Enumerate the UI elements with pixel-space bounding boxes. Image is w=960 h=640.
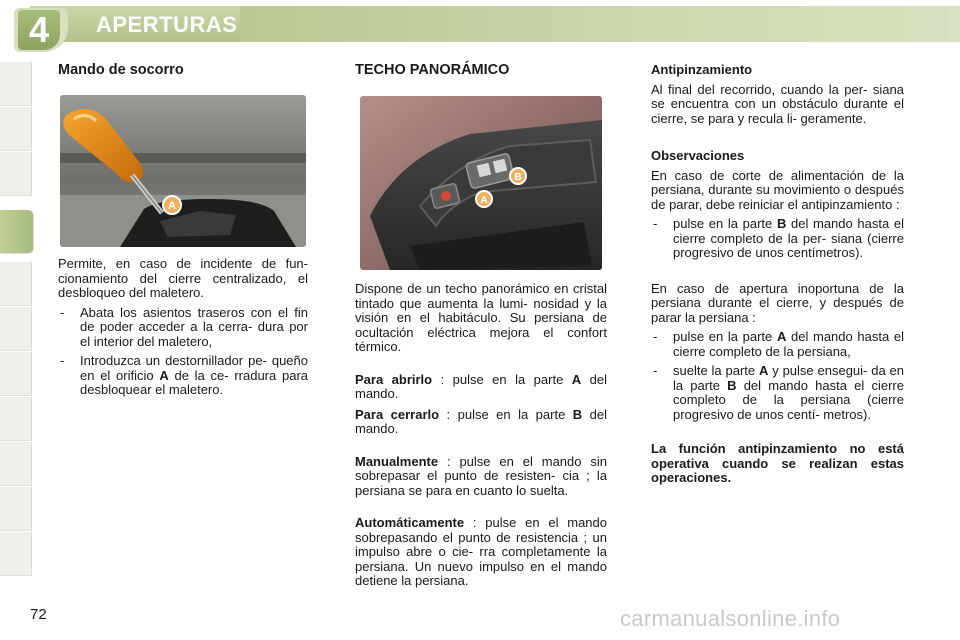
header-bar-highlight xyxy=(240,6,960,42)
list-item-text: pulse en la parte xyxy=(673,216,777,231)
intro-paragraph: Dispone de un techo panorámico en cristal tintado que aumenta la lumi- nosidad y la visión en el habitáculo. Su persiana de ocultación eléctrica mejora el confort térmico. xyxy=(355,281,607,354)
warning-note: La función antipinzamiento no está operativa cuando se realizan estas operaciones. xyxy=(651,441,904,485)
list-item xyxy=(651,364,904,422)
section-heading: TECHO PANORÁMICO xyxy=(355,62,510,78)
close-text: : pulse en la parte xyxy=(439,406,573,422)
side-tab[interactable] xyxy=(0,107,32,151)
case2-paragraph: En caso de apertura inoportuna de la persiana durante el cierre, y después de parar la persiana : xyxy=(651,280,904,325)
left-body xyxy=(58,257,308,398)
auto-paragraph xyxy=(355,516,607,589)
key-label: A xyxy=(776,329,787,344)
side-tab[interactable] xyxy=(0,397,32,441)
open-label: Para abrirlo xyxy=(355,371,433,387)
auto-label: Automáticamente xyxy=(355,515,465,530)
close-tail: del mando. xyxy=(355,406,607,436)
side-tab[interactable] xyxy=(0,152,32,196)
photo-label-a: A xyxy=(168,200,176,212)
close-paragraph xyxy=(355,408,607,437)
middle-column-head xyxy=(355,63,607,78)
auto-text: : pulse en el mando sobrepasando el punto de resistencia ; un impulso abre o cie- rra completamente la persiana. Un nuevo impulso en el mando detiene la persiana. xyxy=(355,515,607,588)
open-paragraph xyxy=(355,373,607,402)
key-label: A xyxy=(571,371,582,387)
list-dash: - xyxy=(653,216,658,231)
close-label: Para cerrarlo xyxy=(355,406,440,422)
list-item-text: del mando hasta el cierre completo de la per- siana (cierre progresivo de unos centímetros). xyxy=(673,216,904,260)
key-label: B xyxy=(572,406,583,422)
side-tab[interactable] xyxy=(0,352,32,396)
list-item xyxy=(651,217,904,261)
list-dash: - xyxy=(60,304,65,320)
list-item-text: de la ce- rradura para desbloquear el maletero. xyxy=(80,367,308,397)
list-dash: - xyxy=(653,363,658,378)
trunk-lock-photo xyxy=(60,95,306,247)
subsection-heading: Antipinzamiento xyxy=(651,62,753,77)
list-item xyxy=(651,330,904,359)
chapter-side-tabs xyxy=(0,62,34,582)
key-label: B xyxy=(776,216,787,231)
list-dash: - xyxy=(653,329,658,344)
list-item-text: suelte la parte xyxy=(673,363,759,378)
manual-paragraph xyxy=(355,455,607,499)
open-tail: del mando. xyxy=(355,371,607,401)
page-header xyxy=(0,0,960,56)
side-tab[interactable] xyxy=(0,262,32,306)
intro-paragraph: Permite, en caso de incidente de fun- cionamiento del cierre centralizado, el desbloqueo del maletero. xyxy=(58,256,308,300)
list-item-text: pulse en la parte xyxy=(673,329,777,344)
list-item-text: y pulse ensegui- da en la parte xyxy=(673,363,904,393)
left-column xyxy=(58,63,308,78)
list-item xyxy=(58,306,308,350)
side-tab[interactable] xyxy=(0,487,32,531)
chapter-number: 4 xyxy=(28,9,50,50)
key-label: A xyxy=(758,363,769,378)
photo-label-b: B xyxy=(514,172,522,183)
photo-label-a: A xyxy=(480,195,488,206)
side-tab-active[interactable] xyxy=(0,210,34,254)
anti-paragraph: Al final del recorrido, cuando la per- siana se encuentra con un obstáculo durante el cierre, se para y recula li- geramente. xyxy=(651,81,904,126)
side-tab[interactable] xyxy=(0,532,32,576)
middle-body xyxy=(355,282,607,589)
obs-paragraph: En caso de corte de alimentación de la persiana, durante su movimiento o después de parar, debe reiniciar el antipinzamiento : xyxy=(651,167,904,212)
manual-text: : pulse en el mando sin sobrepasar el punto de resisten- cia ; la persiana se para en cuanto lo suelta. xyxy=(355,453,607,498)
list-item xyxy=(58,354,308,398)
list-item-text: del mando hasta el cierre completo de la persiana (cierre progresivo de unos centí- metros). xyxy=(673,377,904,422)
page-number: 72 xyxy=(30,606,47,623)
list-dash: - xyxy=(60,353,65,368)
key-label: A xyxy=(159,367,169,383)
list-item-text: Abata los asientos traseros con el fin de poder acceder a la cerra- dura por el interior del maletero, xyxy=(80,304,308,349)
key-label: B xyxy=(727,377,737,393)
screwdriver-illustration xyxy=(60,95,306,247)
sunroof-switch-illustration xyxy=(360,96,602,270)
sunroof-switch-photo xyxy=(360,96,602,270)
subsection-heading: Observaciones xyxy=(651,148,745,163)
side-tab[interactable] xyxy=(0,62,32,106)
chapter-title: APERTURAS xyxy=(96,12,238,37)
manual-label: Manualmente xyxy=(355,453,439,469)
open-text: : pulse en la parte xyxy=(432,371,572,387)
list-item-text: del mando hasta el cierre completo de la persiana, xyxy=(673,329,904,359)
side-tab[interactable] xyxy=(0,307,32,351)
list-item-text: Introduzca un destornillador pe- queño en el orificio xyxy=(80,353,308,383)
right-column xyxy=(651,63,904,486)
watermark: carmanualsonline.info xyxy=(620,606,841,631)
section-heading: Mando de socorro xyxy=(58,62,184,78)
side-tab[interactable] xyxy=(0,442,32,486)
